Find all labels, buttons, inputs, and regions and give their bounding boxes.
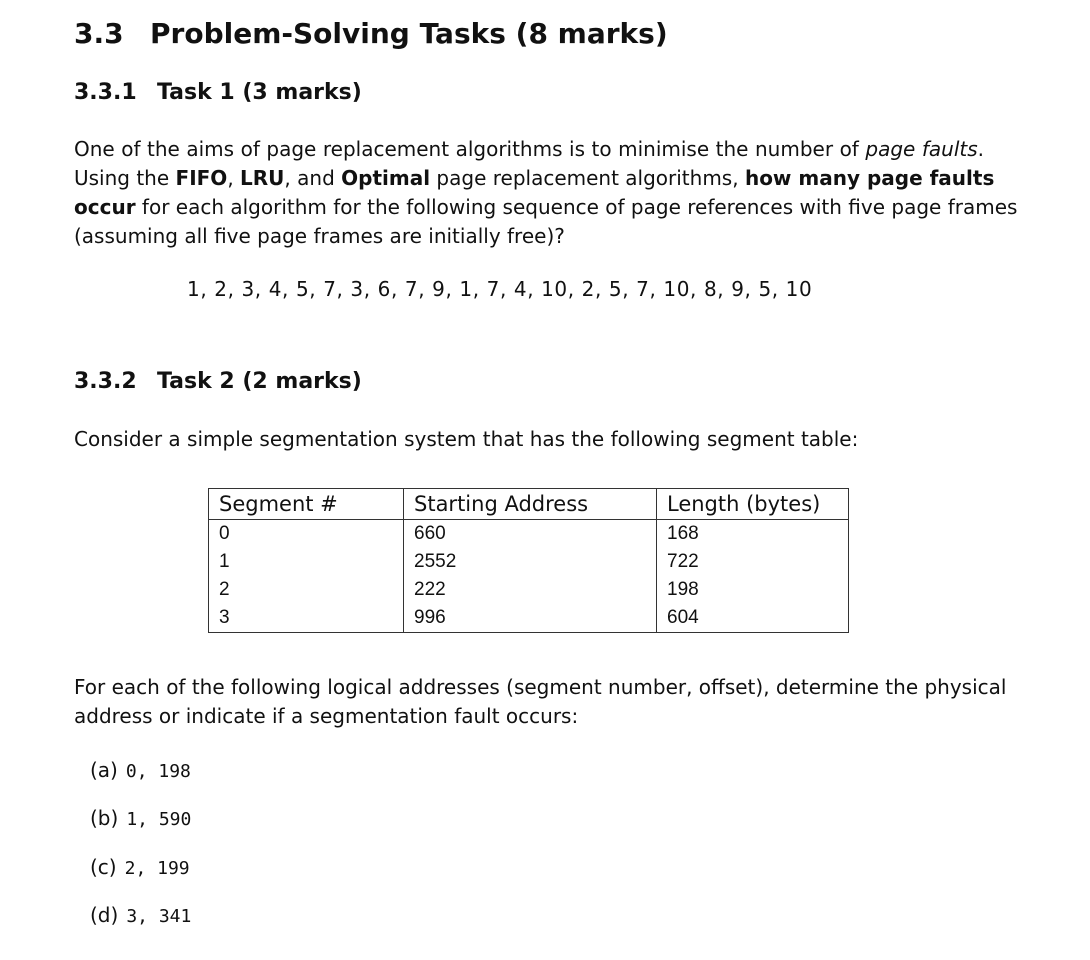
header-starting-address: Starting Address bbox=[404, 489, 657, 520]
list-item bbox=[90, 758, 191, 782]
task1-line-1: One of the aims of page replacement algorithms is to minimise the number of page faults. bbox=[74, 137, 984, 161]
task2-number: 3.3.2 bbox=[74, 369, 137, 394]
item-value: 3, 341 bbox=[126, 906, 192, 927]
cell-length: 168 bbox=[657, 520, 849, 549]
cell-starting-address: 996 bbox=[404, 604, 657, 633]
table-row bbox=[209, 604, 849, 633]
table-row bbox=[209, 520, 849, 549]
task1-paragraph bbox=[74, 135, 1018, 251]
cell-length: 198 bbox=[657, 576, 849, 604]
item-value: 1, 590 bbox=[126, 809, 192, 830]
item-label: (b) bbox=[90, 806, 119, 830]
list-item bbox=[90, 855, 190, 879]
cell-starting-address: 2552 bbox=[404, 548, 657, 576]
section-number: 3.3 bbox=[74, 17, 124, 50]
cell-length: 604 bbox=[657, 604, 849, 633]
item-value: 2, 199 bbox=[124, 858, 190, 879]
task1-number: 3.3.1 bbox=[74, 80, 137, 105]
item-value: 0, 198 bbox=[125, 761, 191, 782]
item-label: (d) bbox=[90, 903, 119, 927]
task2-prompt-line-2: address or indicate if a segmentation fault occurs: bbox=[74, 704, 579, 728]
table-row bbox=[209, 576, 849, 604]
segment-table-header bbox=[209, 489, 849, 520]
cell-length: 722 bbox=[657, 548, 849, 576]
task2-title: Task 2 (2 marks) bbox=[157, 369, 362, 394]
header-segment: Segment # bbox=[209, 489, 404, 520]
task2-prompt bbox=[74, 673, 1007, 731]
task2-intro-text: Consider a simple segmentation system that has the following segment table: bbox=[74, 427, 859, 451]
task1-line-4: (assuming all five page frames are initially free)? bbox=[74, 224, 565, 248]
list-item bbox=[90, 903, 191, 927]
cell-segment: 2 bbox=[209, 576, 404, 604]
task2-prompt-line-1: For each of the following logical addresses (segment number, offset), determine the physical bbox=[74, 675, 1007, 699]
cell-segment: 0 bbox=[209, 520, 404, 549]
task1-line-2: Using the FIFO, LRU, and Optimal page replacement algorithms, how many page faults bbox=[74, 166, 995, 190]
segment-table bbox=[208, 488, 849, 633]
item-label: (a) bbox=[90, 758, 118, 782]
cell-starting-address: 660 bbox=[404, 520, 657, 549]
task1-title: Task 1 (3 marks) bbox=[157, 80, 362, 105]
list-item bbox=[90, 806, 191, 830]
table-row bbox=[209, 548, 849, 576]
task1-line-3: occur for each algorithm for the following sequence of page references with five page frames bbox=[74, 195, 1018, 219]
cell-segment: 1 bbox=[209, 548, 404, 576]
page-reference-sequence: 1, 2, 3, 4, 5, 7, 3, 6, 7, 9, 1, 7, 4, 10, 2, 5, 7, 10, 8, 9, 5, 10 bbox=[187, 277, 813, 301]
cell-starting-address: 222 bbox=[404, 576, 657, 604]
header-length: Length (bytes) bbox=[657, 489, 849, 520]
task2-intro bbox=[74, 425, 984, 454]
section-title: Problem-Solving Tasks (8 marks) bbox=[150, 17, 668, 50]
item-label: (c) bbox=[90, 855, 117, 879]
cell-segment: 3 bbox=[209, 604, 404, 633]
